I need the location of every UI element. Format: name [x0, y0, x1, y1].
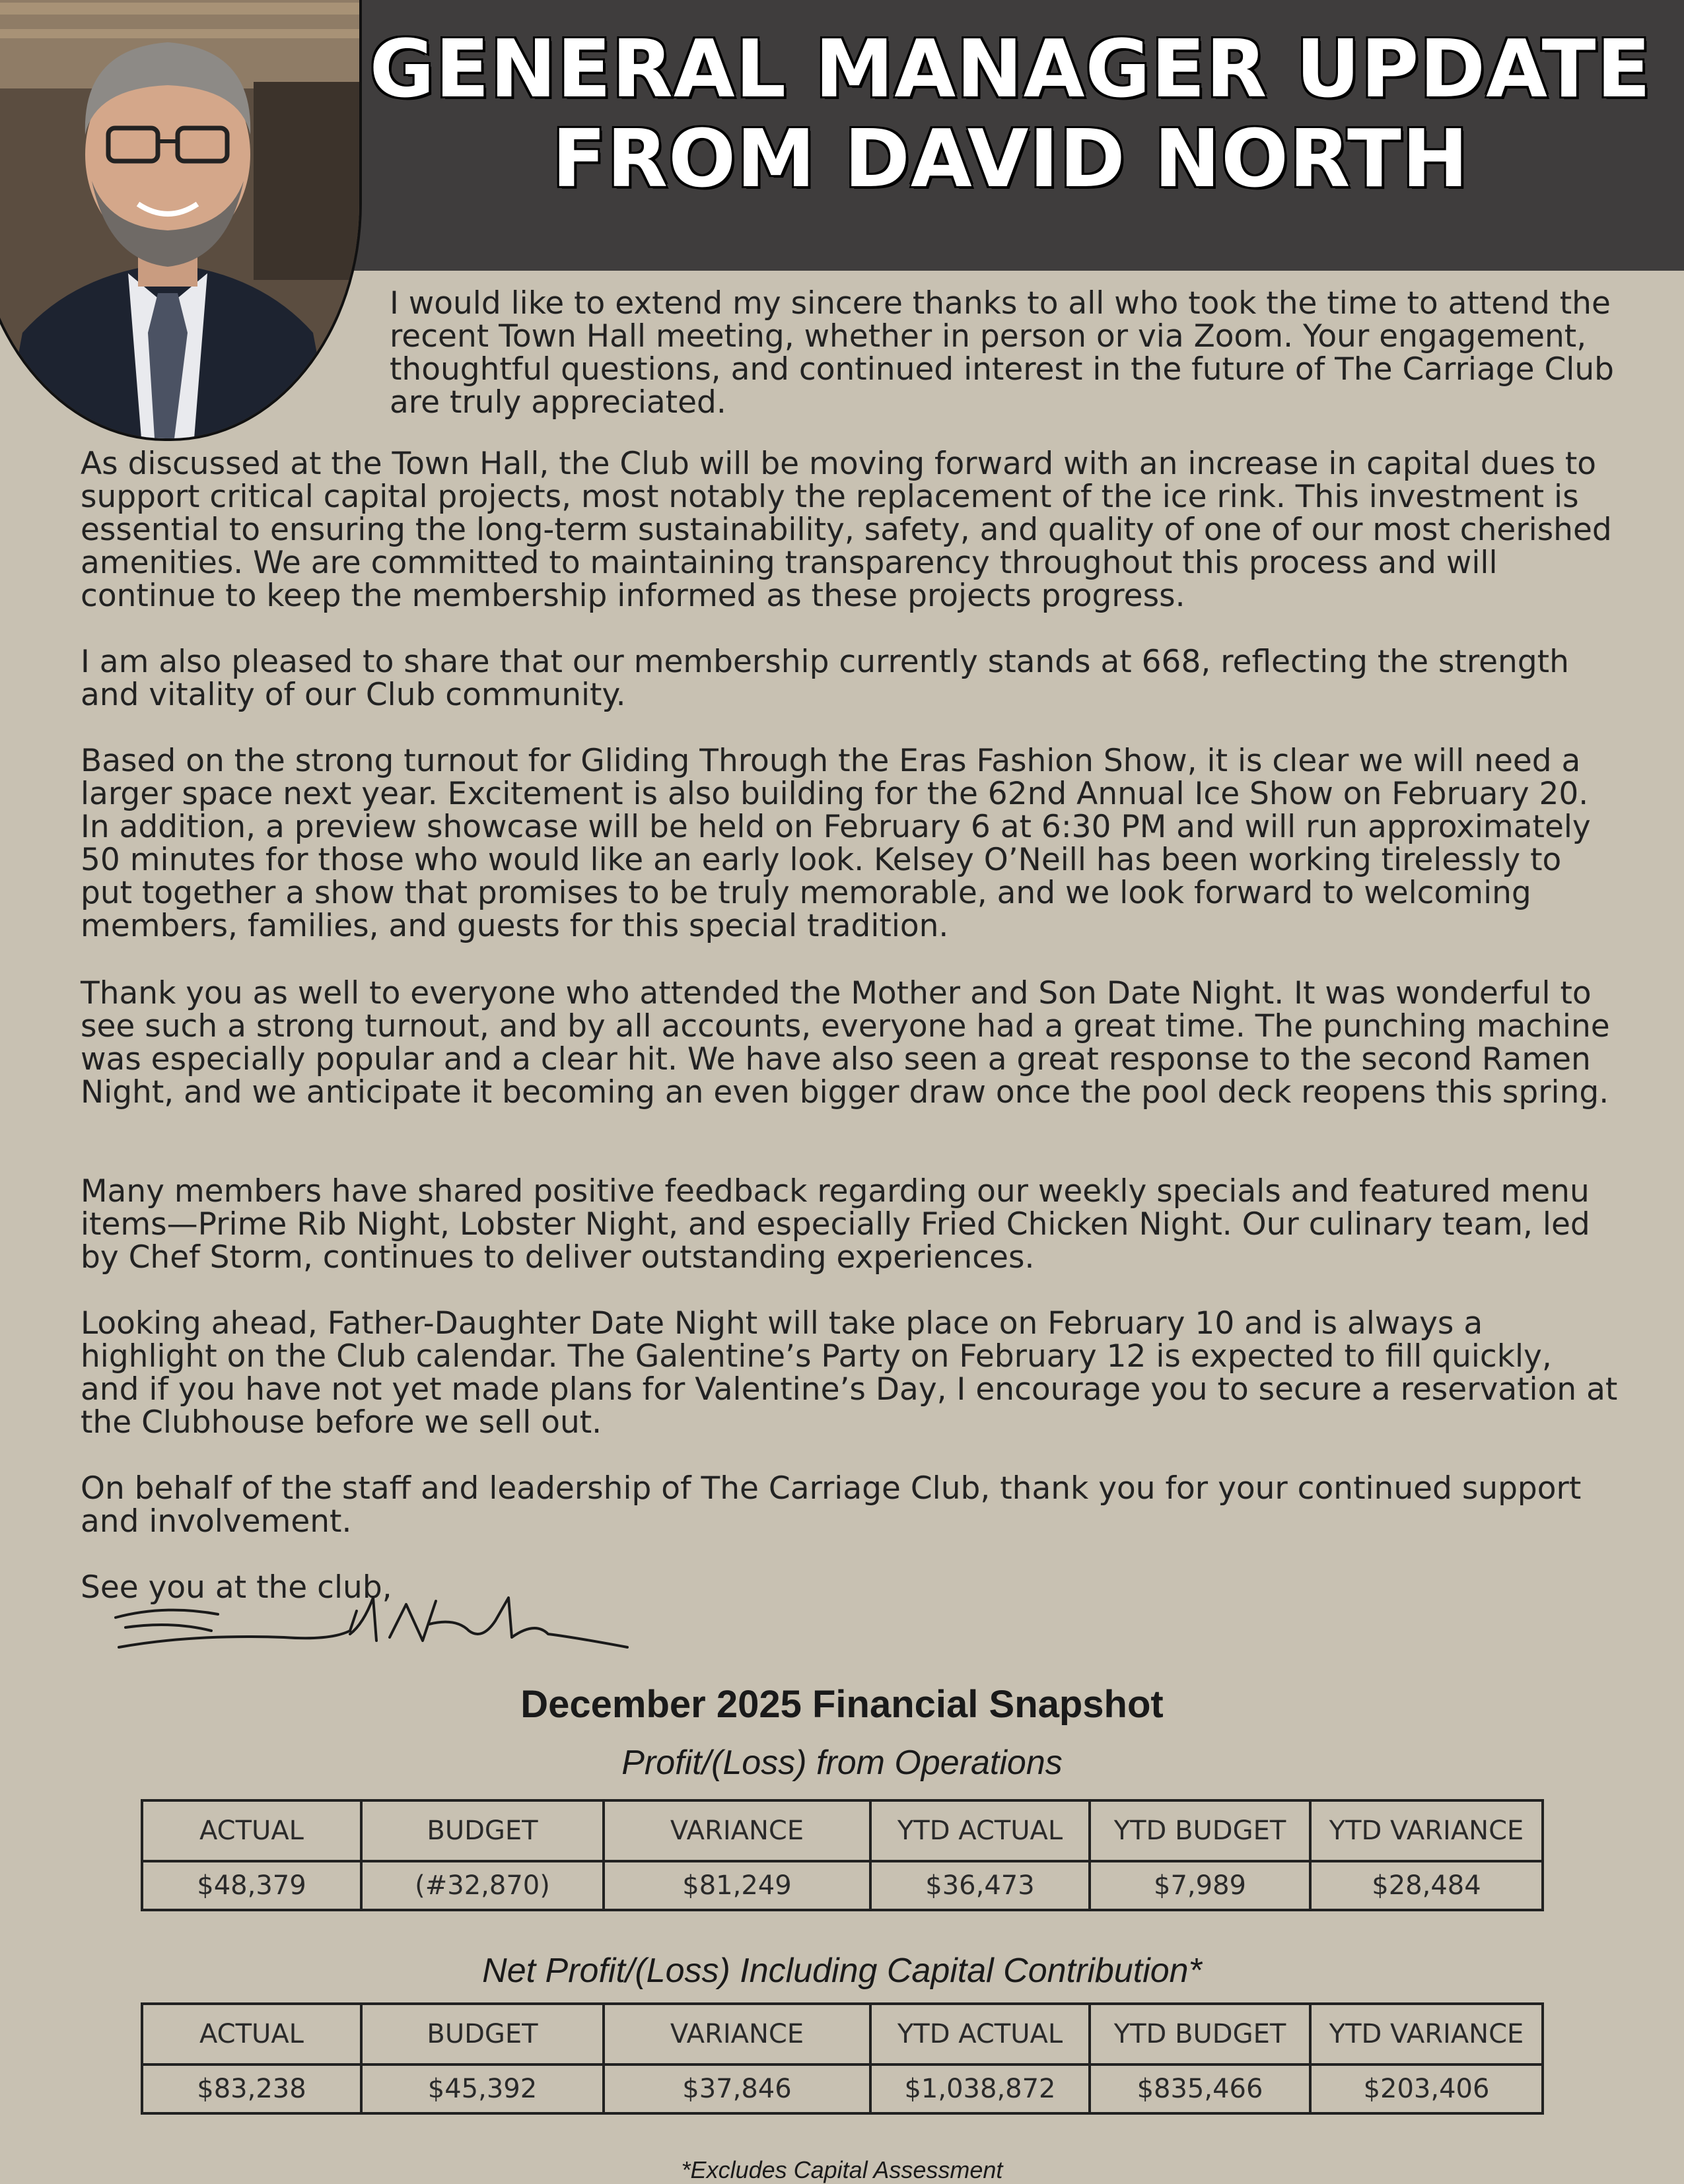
operations-table-title: Profit/(Loss) from Operations	[621, 1744, 1063, 1782]
value-variance: $37,846	[604, 2065, 870, 2113]
header-ytd-budget: YTD BUDGET	[1090, 1800, 1310, 1861]
page-title	[357, 25, 1664, 205]
header-ytd-actual: YTD ACTUAL	[870, 1800, 1090, 1861]
header-ytd-budget: YTD BUDGET	[1090, 2004, 1310, 2065]
value-variance: $81,249	[604, 1861, 870, 1910]
letter-closing: See you at the club,	[81, 1569, 392, 1606]
portrait-illustration	[0, 0, 359, 438]
header-ytd-variance: YTD VARIANCE	[1310, 1800, 1543, 1861]
signature-graphic	[112, 1585, 641, 1677]
operations-table	[141, 1799, 1544, 1911]
value-budget: $45,392	[361, 2065, 604, 2113]
header-actual: ACTUAL	[142, 1800, 361, 1861]
title-line-1: GENERAL MANAGER UPDATE	[369, 24, 1652, 116]
letter-paragraph-ice-show: Based on the strong turnout for Gliding Through the Eras Fashion Show, it is clear we will need a larger space next year. Excitement is also building for the 62nd Annual Ice Show on February 20. In addition, a preview showcase will be held on February 6 at 6:30 PM and will run approximately 50 minutes for those who would like an early look. Kelsey O’Neill has been working tirelessly to put together a show that promises to be truly memorable, and we look forward to welcoming members, families, and guests for this special tradition.	[81, 743, 1591, 944]
net-profit-table	[141, 2002, 1544, 2115]
letter-paragraph-membership: I am also pleased to share that our membership currently stands at 668, reflecting the strength and vitality of our Club community.	[81, 644, 1569, 713]
value-ytd-variance: $203,406	[1310, 2065, 1543, 2113]
value-ytd-actual: $1,038,872	[870, 2065, 1090, 2113]
table-row	[142, 2065, 1543, 2113]
portrait-photo	[0, 0, 362, 441]
header-actual: ACTUAL	[142, 2004, 361, 2065]
financial-snapshot-title: December 2025 Financial Snapshot	[520, 1683, 1164, 1726]
value-ytd-budget: $835,466	[1090, 2065, 1310, 2113]
title-line-2: FROM DAVID NORTH	[551, 114, 1469, 205]
header-ytd-actual: YTD ACTUAL	[870, 2004, 1090, 2065]
letter-paragraph-date-night: Thank you as well to everyone who attended the Mother and Son Date Night. It was wonderful to see such a strong turnout, and by all accounts, everyone had a great time. The punching machine was especially popular and a clear hit. We have also seen a great response to the second Ramen Night, and we anticipate it becoming an even bigger draw once the pool deck reopens this spring.	[81, 975, 1610, 1110]
letter-intro: I would like to extend my sincere thanks to all who took the time to attend the recent Town Hall meeting, whether in person or via Zoom. Your engagement, thoughtful questions, and continued interest in the future of The Carriage Club are truly appreciated.	[390, 285, 1614, 421]
letter-paragraph-capital-dues: As discussed at the Town Hall, the Club will be moving forward with an increase in capital dues to support critical capital projects, most notably the replacement of the ice rink. This investment is essential to ensuring the long-term sustainability, safety, and quality of one of our most cherished amenities. We are committed to maintaining transparency throughout this process and will continue to keep the membership informed as these projects progress.	[81, 446, 1612, 614]
table-header-row	[142, 1800, 1543, 1861]
letter-paragraph-thanks: On behalf of the staff and leadership of The Carriage Club, thank you for your continued support and involvement.	[81, 1470, 1582, 1540]
header-ytd-variance: YTD VARIANCE	[1310, 2004, 1543, 2065]
value-actual: $48,379	[142, 1861, 361, 1910]
table-row	[142, 1861, 1543, 1910]
header-budget: BUDGET	[361, 1800, 604, 1861]
header-variance: VARIANCE	[604, 2004, 870, 2065]
letter-paragraph-upcoming-events: Looking ahead, Father-Daughter Date Night will take place on February 10 and is always a highlight on the Club calendar. The Galentine’s Party on February 12 is expected to fill quickly, and if you have not yet made plans for Valentine’s Day, I encourage you to secure a reservation at the Clubhouse before we sell out.	[81, 1305, 1618, 1441]
net-profit-table-title: Net Profit/(Loss) Including Capital Contribution*	[482, 1952, 1202, 1990]
value-budget: (#32,870)	[361, 1861, 604, 1910]
value-ytd-variance: $28,484	[1310, 1861, 1543, 1910]
table-header-row	[142, 2004, 1543, 2065]
value-ytd-budget: $7,989	[1090, 1861, 1310, 1910]
value-actual: $83,238	[142, 2065, 361, 2113]
footnote: *Excludes Capital Assessment	[681, 2156, 1003, 2183]
header-variance: VARIANCE	[604, 1800, 870, 1861]
letter-paragraph-dining: Many members have shared positive feedback regarding our weekly specials and featured menu items—Prime Rib Night, Lobster Night, and especially Fried Chicken Night. Our culinary team, led by Chef Storm, continues to deliver outstanding experiences.	[81, 1173, 1590, 1276]
header-budget: BUDGET	[361, 2004, 604, 2065]
value-ytd-actual: $36,473	[870, 1861, 1090, 1910]
